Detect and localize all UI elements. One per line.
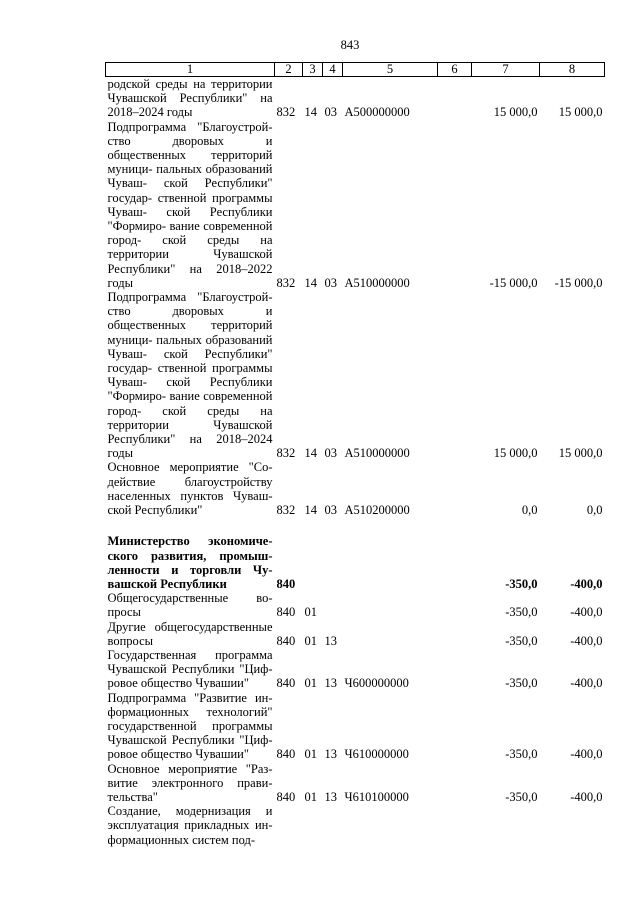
section-code: 14 [304, 503, 317, 518]
section-code [303, 534, 323, 591]
amount-col8: 0,0 [586, 503, 603, 518]
row-name-line: ство дворовых и общественных территорий муници- [107, 304, 273, 347]
row-name-line: ровое общество Чувашии" [107, 747, 249, 762]
ministry-code: 840 [276, 747, 296, 762]
row-name-line: пальных образований Чуваш- [107, 162, 273, 191]
row-name-line: ской среды на территории [107, 233, 273, 262]
subsection-code: 13 [324, 789, 337, 804]
row-name-line: Чувашской Республики" на [107, 247, 273, 276]
table-row [106, 648, 605, 691]
row-name-line: просы [107, 605, 141, 620]
row-name-line: ской среды на территории [107, 403, 273, 432]
expense-type-code [438, 648, 472, 691]
header-cell: 1 [106, 63, 275, 77]
expense-type-code [438, 290, 472, 460]
ministry-code: 840 [276, 576, 296, 591]
amount-col8 [540, 804, 605, 847]
subsection-code: 13 [324, 747, 337, 762]
amount-col7 [472, 804, 540, 847]
row-name-line: Подпрограмма "Благоустрой- [107, 119, 273, 134]
row-name-line: населенных пунктов Чуваш- [107, 488, 273, 503]
ministry-code [275, 804, 303, 847]
row-name-line: Чувашской Республики "Циф- [107, 733, 273, 748]
row-name-line: Подпрограмма "Развитие ин- [107, 690, 273, 705]
target-article-code [343, 534, 438, 591]
section-code: 01 [304, 605, 317, 620]
row-name-line: Чувашской Республики" на [107, 91, 273, 106]
expense-type-code [438, 460, 472, 517]
table-row [106, 290, 605, 460]
table-row [106, 460, 605, 517]
amount-col7: -350,0 [505, 605, 538, 620]
amount-col7: -350,0 [505, 676, 538, 691]
amount-col7: -350,0 [505, 789, 538, 804]
amount-col8: -400,0 [570, 747, 603, 762]
target-article-code: А510000000 [344, 446, 410, 461]
amount-col7: 15 000,0 [493, 446, 538, 461]
subsection-code: 03 [324, 503, 337, 518]
expense-type-code [438, 77, 472, 120]
row-name-line: ской Республики" государ- [107, 346, 273, 376]
amount-col8: -400,0 [570, 605, 603, 620]
table-row [106, 77, 605, 120]
amount-col8: -15 000,0 [554, 275, 603, 290]
subsection-code [323, 804, 343, 847]
row-name [106, 620, 275, 648]
row-name-line: Чувашской Республики" на [107, 417, 273, 447]
amount-col7: 15 000,0 [493, 105, 538, 120]
row-name-line: 2018–2024 годы [107, 105, 193, 120]
row-name-line: действие благоустройству [107, 474, 273, 489]
ministry-code: 832 [276, 503, 296, 518]
header-cell: 3 [303, 63, 323, 77]
row-name-line: 2018–2024 годы [107, 432, 273, 461]
subsection-code: 03 [324, 446, 337, 461]
row-name-line: ской Республики "Формиро- [107, 204, 273, 234]
row-name-line: Создание, модернизация и [107, 804, 273, 819]
row-name-line: эксплуатация прикладных ин- [107, 818, 273, 833]
section-code: 14 [304, 275, 317, 290]
row-name-line: ской Республики "Формиро- [107, 375, 273, 404]
target-article-code: Ч610100000 [344, 789, 409, 804]
row-name [106, 591, 275, 619]
ministry-code: 840 [276, 676, 296, 691]
page-number: 843 [340, 38, 360, 52]
row-name-line: формационных систем под- [107, 832, 255, 847]
row-name [106, 648, 275, 691]
spacer-cell [106, 517, 605, 534]
row-name-line: вашской Республики [107, 576, 227, 591]
row-name [106, 290, 275, 460]
section-code: 01 [304, 676, 317, 691]
row-name-line: родской среды на территории [107, 77, 273, 91]
ministry-code: 832 [276, 446, 296, 461]
header-cell: 7 [472, 63, 540, 77]
target-article-code: А500000000 [344, 105, 410, 120]
ministry-code: 840 [276, 789, 296, 804]
ministry-code: 840 [276, 633, 296, 648]
table-header-row [106, 63, 605, 77]
row-name [106, 460, 275, 517]
row-name-line: вание современной город- [107, 219, 273, 248]
row-name-line: формационных технологий" [107, 704, 273, 719]
target-article-code: А510000000 [344, 275, 410, 290]
table-row [106, 120, 605, 290]
amount-col8: 15 000,0 [558, 446, 603, 461]
target-article-code: Ч600000000 [344, 676, 409, 691]
table-row [106, 691, 605, 762]
row-name-line: 2018–2022 годы [107, 261, 273, 290]
amount-col7: 0,0 [521, 503, 538, 518]
row-name-line: ской Республики" [107, 503, 203, 518]
table-row [106, 762, 605, 805]
header-cell: 4 [323, 63, 343, 77]
amount-col8: 15 000,0 [558, 105, 603, 120]
row-name-line: Подпрограмма "Благоустрой- [107, 290, 273, 305]
table-row [106, 804, 605, 847]
section-code: 14 [304, 105, 317, 120]
subsection-code: 13 [324, 633, 337, 648]
expense-type-code [438, 620, 472, 648]
row-name [106, 762, 275, 805]
amount-col7: -350,0 [505, 633, 538, 648]
target-article-code [343, 591, 438, 619]
budget-table [105, 62, 605, 847]
section-code: 14 [304, 446, 317, 461]
header-cell: 2 [275, 63, 303, 77]
amount-col8: -400,0 [570, 633, 603, 648]
row-name-line: ленности и торговли Чу- [107, 562, 273, 577]
row-name-line: Основное мероприятие "Раз- [107, 761, 273, 776]
row-name-line: ство дворовых и общественных территорий муници- [107, 133, 273, 177]
section-code [303, 804, 323, 847]
row-name-line: государственной программы [107, 718, 273, 733]
row-name-line: Другие общегосударственные [107, 619, 273, 634]
row-name-line: тельства" [107, 789, 158, 804]
section-code: 01 [304, 789, 317, 804]
amount-col8: -400,0 [570, 789, 603, 804]
target-article-code: А510200000 [344, 503, 410, 518]
row-name-line: Министерство экономиче- [107, 534, 273, 549]
row-name [106, 77, 275, 120]
target-article-code [343, 804, 438, 847]
section-code: 01 [304, 747, 317, 762]
table-row [106, 620, 605, 648]
amount-col8: -400,0 [570, 576, 603, 591]
row-name [106, 534, 275, 591]
amount-col8: -400,0 [570, 676, 603, 691]
row-name-line: Чувашской Республики "Циф- [107, 662, 273, 677]
row-name [106, 691, 275, 762]
row-name-line: ственной программы Чуваш- [107, 361, 273, 390]
target-article-code: Ч610000000 [344, 747, 409, 762]
table-row [106, 591, 605, 619]
header-cell: 8 [540, 63, 605, 77]
ministry-code: 832 [276, 105, 296, 120]
row-name-line: Государственная программа [107, 647, 273, 662]
expense-type-code [438, 691, 472, 762]
expense-type-code [438, 534, 472, 591]
row-name [106, 120, 275, 290]
row-name-line: витие электронного прави- [107, 775, 273, 790]
table-row [106, 534, 605, 591]
expense-type-code [438, 804, 472, 847]
amount-col7: -350,0 [505, 747, 538, 762]
subsection-code: 03 [324, 105, 337, 120]
row-name [106, 804, 275, 847]
target-article-code [343, 620, 438, 648]
row-name-line: Общегосударственные во- [107, 591, 273, 606]
subsection-code: 13 [324, 676, 337, 691]
row-name-line: пальных образований Чуваш- [107, 332, 273, 361]
header-cell: 5 [343, 63, 438, 77]
ministry-code: 840 [276, 605, 296, 620]
ministry-code: 832 [276, 275, 296, 290]
header-cell: 6 [438, 63, 472, 77]
expense-type-code [438, 591, 472, 619]
expense-type-code [438, 120, 472, 290]
row-name-line: ской Республики" государ- [107, 176, 273, 205]
row-name-line: ственной программы Чуваш- [107, 190, 273, 219]
subsection-code [323, 534, 343, 591]
row-name-line: Основное мероприятие "Со- [107, 460, 273, 475]
table-body [106, 77, 605, 847]
row-name-line: ровое общество Чувашии" [107, 676, 249, 691]
row-name-line: ского развития, промыш- [107, 548, 273, 563]
section-code: 01 [304, 633, 317, 648]
amount-col7: -15 000,0 [489, 275, 538, 290]
subsection-code: 03 [324, 275, 337, 290]
spacer-row [106, 517, 605, 534]
expense-type-code [438, 762, 472, 805]
row-name-line: вопросы [107, 633, 154, 648]
amount-col7: -350,0 [505, 576, 538, 591]
subsection-code [323, 591, 343, 619]
row-name-line: вание современной город- [107, 389, 273, 418]
